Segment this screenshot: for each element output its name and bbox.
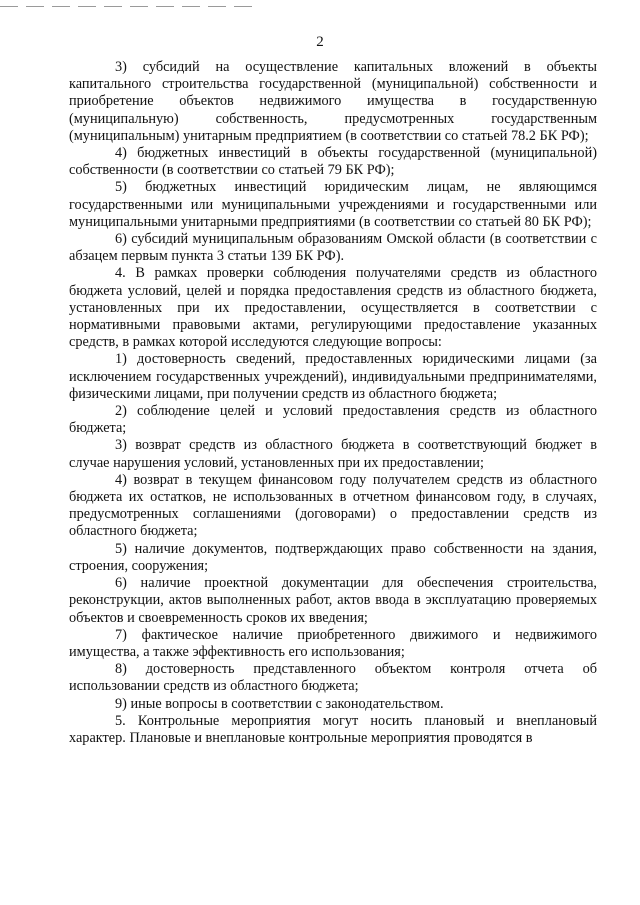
paragraph: 5. Контрольные мероприятия могут носить плановый и внеплановый характер. Плановые и внеплановые контрольные мероприятия проводятся в <box>69 712 597 746</box>
paragraph: 7) фактическое наличие приобретенного движимого и недвижимого имущества, а также эффективность его использования; <box>69 626 597 660</box>
paragraph: 5) наличие документов, подтверждающих право собственности на здания, строения, сооружения; <box>69 540 597 574</box>
document-body <box>69 59 597 747</box>
paragraph: 3) субсидий на осуществление капитальных вложений в объекты капитального строительства государственной (муниципальной) собственности и приобретение объектов недвижимого имущества в государственную (муниципальную) собственность, предусмотренных государственным (муниципальным) унитарным предприятием (в соответствии со статьей 78.2 БК РФ); <box>69 59 597 144</box>
paragraph: 3) возврат средств из областного бюджета в соответствующий бюджет в случае нарушения условий, установленных при их предоставлении; <box>69 437 597 471</box>
paragraph: 8) достоверность представленного объектом контроля отчета об использовании средств из областного бюджета; <box>69 661 597 695</box>
scan-header-line <box>0 6 260 7</box>
paragraph: 1) достоверность сведений, предоставленных юридическими лицами (за исключением государственных учреждений), индивидуальными предпринимателями, физическими лицами, при получении средств из областного бюджета; <box>69 351 597 402</box>
paragraph: 6) субсидий муниципальным образованиям Омской области (в соответствии с абзацем первым пункта 3 статьи 139 БК РФ). <box>69 231 597 265</box>
paragraph: 4) бюджетных инвестиций в объекты государственной (муниципальной) собственности (в соответствии со статьей 79 БК РФ); <box>69 145 597 179</box>
paragraph: 9) иные вопросы в соответствии с законодательством. <box>115 695 444 712</box>
paragraph: 4. В рамках проверки соблюдения получателями средств из областного бюджета условий, целей и порядка предоставления средств из областного бюджета, установленных при их предоставлении, осуществляется в соответствии с нормативными правовыми актами, регулирующими предоставление указанных средств, в рамках которой исследуются следующие вопросы: <box>69 265 597 351</box>
paragraph: 2) соблюдение целей и условий предоставления средств из областного бюджета; <box>69 403 597 437</box>
page-number: 2 <box>316 34 324 50</box>
paragraph: 6) наличие проектной документации для обеспечения строительства, реконструкции, актов выполненных работ, актов ввода в эксплуатацию проверяемых объектов и своевременность сроков их введения; <box>69 575 597 626</box>
paragraph: 5) бюджетных инвестиций юридическим лицам, не являющимся государственными или муниципальными учреждениями и государственными или муниципальными унитарными предприятиями (в соответствии со статьей 80 БК РФ); <box>69 179 597 230</box>
paragraph: 4) возврат в текущем финансовом году получателем средств из областного бюджета их остатков, не использованных в отчетном финансовом году, в случаях, предусмотренных соглашениями (договорами) о предоставлении средств из областного бюджета; <box>69 471 597 540</box>
